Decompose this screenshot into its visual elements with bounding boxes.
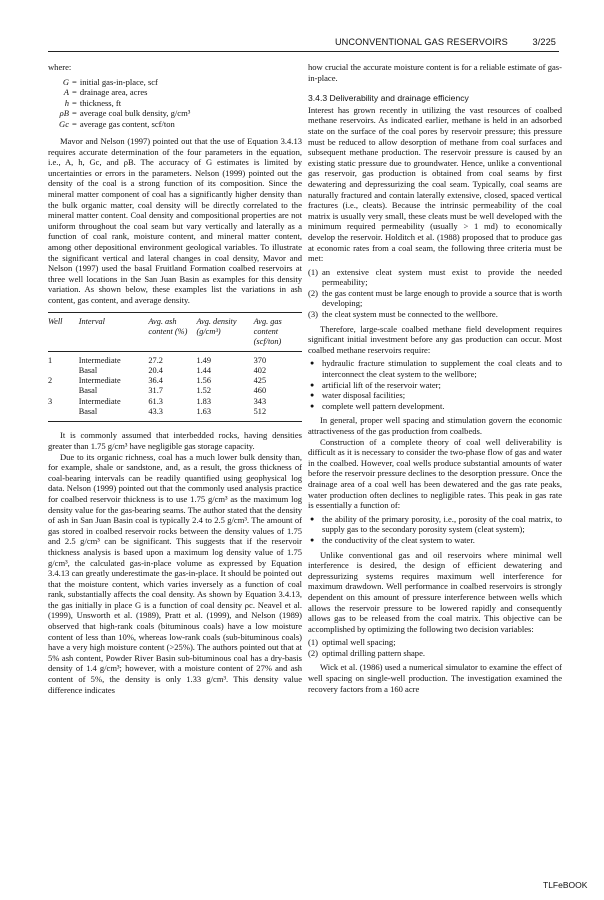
list-item: [308, 309, 562, 320]
variable-symbol: Gc: [59, 118, 69, 129]
table-cell: Basal: [78, 365, 98, 375]
paragraph: It is commonly assumed that interbedded rocks, having densities greater than 1.75 g/cm³ have negligible gas storage capacity.: [48, 430, 302, 451]
table-cell: 370: [253, 355, 267, 365]
list-item: [308, 390, 562, 401]
paragraph: Mavor and Nelson (1997) pointed out that the use of Equation 3.4.13 requires accurate determination of the four parameters in the equation, i.e., A, h, Gc, and ρB. The accuracy of G estimates is limited by uncertainties or errors in the parameters. Nelson (1999) pointed out the density of the coal is a strong function of its composition. Since the mineral matter component of coal has a significantly higher density than the bulk organic matter, coal density will be directly correlated to the mineral matter content. Coal density and compositional properties are not uniform throughout the coal seam but vary vertically and laterally as a function of coal rank, moisture content, and mineral matter content, among other depositional environment geological variables. To illustrate the significant vertical and lateral changes in coal density, Mavor and Nelson (1997) used the basal Fruitland Formation coalbed reservoirs at three well locations in the San Juan Basin as examples for this density variation. As shown below, these examples list the variations in ash content, gas content, and average density.: [48, 136, 302, 305]
table-cell: 36.4: [148, 376, 163, 386]
bullet-icon: ●: [310, 380, 315, 389]
list-text: complete well pattern development.: [322, 400, 445, 411]
table-cell: [48, 366, 79, 376]
list-number: (2): [308, 647, 318, 658]
variable-description: initial gas-in-place, scf: [79, 76, 158, 87]
bullet-icon: ●: [310, 401, 315, 410]
header-rule: [48, 51, 559, 52]
bullet-icon: ●: [310, 359, 315, 368]
paragraph: Interest has grown recently in utilizing the vast resources of coalbed methane reservoirs. As indicated earlier, methane is held in an adsorbed state on the surface of the coal pores by reservoir pressure; this pressure must be reduced to allow desorption of methane from coal surfaces and subsequent methane production. The reservoir pressure is caused by an existing static pressure due to groundwater. Hence, unlike a conventional gas reservoir, gas production is obtained from coal seams by first dewatering and depressurizing the coal seam. Typically, coal seams are naturally fractured and contain laterally extensive, closed, spaced vertical fractures (i.e., cleats). Because the intrinsic permeability of the coal matrix is usually very small, these cleats must be well developed with the minimum required permeability (usually > 1 md) to economically develop the reservoir. Holditch et al. (1988) proposed that to produce gas at economic rates from a coal seam, the following three criteria must be met:: [308, 104, 562, 264]
criteria-list: [308, 267, 562, 320]
list-text: artificial lift of the reservoir water;: [322, 379, 441, 390]
table-cell: Intermediate: [78, 376, 121, 386]
table-cell: 425: [253, 376, 267, 386]
variable-description: drainage area, acres: [79, 87, 148, 98]
where-label: where:: [48, 62, 72, 72]
variable-def: ρB = average coal bulk density, g/cm³: [57, 108, 302, 119]
paragraph: Unlike conventional gas and oil reservoirs where minimal well interference is desired, the design of efficient dewatering and depressurizing systems requires maximum well interference for maximum drawdown. Well performance in coalbed reservoirs is strongly dependent on this amount of pressure interference between wells which allows the reservoir pressure to be lowered rapidly and consequently allows gas to be released from the coal matrix. This objective can be accomplished by optimizing the following two decision variables:: [308, 549, 562, 634]
table-header: Avg. density (g/cm³): [196, 316, 237, 336]
table-row: [48, 366, 302, 376]
table-cell: 2: [48, 376, 53, 386]
table-cell: [48, 386, 79, 396]
table-cell: [48, 407, 79, 422]
list-text: the ability of the primary porosity, i.e., porosity of the coal matrix, to supply gas to the secondary porosity system (cleat system);: [322, 513, 562, 535]
list-text: water disposal facilities;: [322, 390, 406, 401]
list-item: [308, 648, 562, 659]
table-row: [48, 397, 302, 407]
table-cell: Intermediate: [78, 396, 121, 406]
left-column: [48, 62, 302, 695]
variable-symbol: G: [62, 76, 69, 87]
variable-symbol: h: [64, 97, 69, 108]
requirements-list: [308, 358, 562, 411]
variable-description: average gas content, scf/ton: [79, 118, 175, 129]
variable-symbol: A: [63, 87, 69, 98]
table-cell: 1.44: [196, 365, 211, 375]
table-header-row: [48, 312, 302, 351]
list-number: (2): [308, 287, 318, 298]
list-text: the cleat system must be connected to the wellbore.: [322, 309, 498, 320]
table-cell: 43.3: [148, 407, 163, 417]
page-number: 3/225: [532, 37, 556, 47]
table-cell: 343: [253, 396, 267, 406]
decision-variables-list: [308, 637, 562, 658]
table-row: [48, 407, 302, 422]
table-cell: 1.63: [196, 407, 211, 417]
table-cell: 31.7: [148, 386, 163, 396]
list-text: hydraulic fracture stimulation to supplement the coal cleats and to interconnect the cleat system to the wellbore;: [322, 358, 562, 380]
variable-def: h = thickness, ft: [57, 98, 302, 109]
bullet-icon: ●: [310, 535, 315, 544]
table-cell: 61.3: [148, 396, 163, 406]
section-title: 3.4.3 Deliverability and drainage efficiency: [308, 93, 469, 104]
table-cell: 1.83: [196, 396, 211, 406]
paragraph: Construction of a complete theory of coal well deliverability is difficult as it is necessary to consider the two-phase flow of gas and water in the coalbed. However, coal wells produce substantial amounts of water before the reservoir pressure declines to the desorption pressure. Once the drainage area of a coal well has been dewatered and the gas rate peaks, water production often declines to negligible rates. This peak in gas rate is essentially a function of:: [308, 436, 562, 511]
table-cell: 3: [48, 396, 53, 406]
variable-def: G = initial gas-in-place, scf: [57, 77, 302, 88]
paragraph: In general, proper well spacing and stimulation govern the economic attractiveness of the gas production from coalbeds.: [308, 415, 562, 436]
right-column: [308, 62, 562, 694]
running-header: [0, 37, 556, 51]
table-row: [48, 351, 302, 366]
table-row: [48, 386, 302, 396]
variable-def: Gc = average gas content, scf/ton: [57, 119, 302, 130]
list-text: an extensive cleat system must exist to provide the needed permeability;: [322, 266, 562, 288]
table-cell: Basal: [78, 386, 98, 396]
list-number: (3): [308, 309, 318, 320]
list-text: the conductivity of the cleat system to water.: [322, 534, 475, 545]
coal-density-table: [48, 312, 302, 423]
table-cell: 1.49: [196, 355, 211, 365]
variable-def: A = drainage area, acres: [57, 87, 302, 98]
list-item: [308, 380, 562, 391]
table-row: [48, 376, 302, 386]
footer-watermark: TLFeBOOK: [543, 880, 588, 890]
table-cell: 1: [48, 355, 53, 365]
table-header: Well: [48, 316, 63, 326]
paragraph: Wick et al. (1986) used a numerical simulator to examine the effect of well spacing on single-well production. The investigation examined the recovery factors from a 160 acre: [308, 662, 562, 694]
table-cell: 402: [253, 365, 267, 375]
table-cell: Basal: [78, 407, 98, 417]
paragraph: Therefore, large-scale coalbed methane field development requires significant initial investment before any gas production can occur. Most coalbed methane reservoirs require:: [308, 323, 562, 355]
variable-symbol: ρB: [59, 108, 69, 119]
table-cell: 1.56: [196, 376, 211, 386]
list-text: the gas content must be large enough to provide a source that is worth developing;: [322, 287, 562, 309]
list-item: [308, 288, 562, 309]
list-item: [308, 514, 562, 535]
table-header: Avg. gas content (scf/ton): [253, 316, 282, 346]
table-cell: 512: [253, 407, 267, 417]
table-header: Interval: [78, 316, 105, 326]
table-cell: 27.2: [148, 355, 163, 365]
peak-factors-list: [308, 514, 562, 546]
list-item: [308, 267, 562, 288]
variable-definitions: [57, 77, 302, 130]
list-item: [308, 401, 562, 412]
bullet-icon: ●: [310, 391, 315, 400]
list-item: [308, 358, 562, 379]
list-text: optimal well spacing;: [322, 637, 396, 648]
list-number: (1): [308, 637, 318, 648]
header-title: UNCONVENTIONAL GAS RESERVOIRS: [334, 37, 508, 47]
table-cell: Intermediate: [78, 355, 121, 365]
paragraph: Due to its organic richness, coal has a much lower bulk density than, for example, shale or sandstone, and, as a result, the gross thickness of coal-bearing intervals can be readily quantified using geophysical log data. Nelson (1999) pointed out that the commonly used analysis practice for coalbed reservoir thickness is to use 1.75 g/cm³ as the maximum log density value for the gas-bearing seams. The author stated that the density of ash in San Juan Basin coal is typically 2.4 to 2.5 g/cm³. The amount of gas stored in coalbed reservoir rocks between the density values of 1.75 and 2.5 g/cm³ can be significant. This suggests that if the reservoir thickness analysis is based upon a maximum log density value of 1.75 g/cm³, the calculated gas-in-place volume as expressed by Equation 3.4.13 can greatly underestimate the gas-in-place. It should be pointed out that the moisture content, which varies inversely as a function of coal rank, substantially affects the coal density. As shown by Equation 3.4.13, the gas initially in place G is a function of coal density ρc. Neavel et al. (1999), Unsworth et al. (1989), Pratt et al. (1999), and Nelson (1989) observed that high-rank coals (bituminous coals) have a low moisture content of less than 10%, whereas low-rank coals (sub-bituminous coals) have a very high moisture content (>25%). The authors pointed out that at 5% ash content, Powder River Basin sub-bituminous coal has a dry-basis density of 1.4 g/cm³; however, with a moisture content of 27% and ash content of 5%, the density is only 1.33 g/cm³. This density value difference indicates: [48, 451, 302, 695]
list-text: optimal drilling pattern shape.: [322, 647, 426, 658]
table-header: Avg. ash content (%): [148, 316, 188, 336]
list-number: (1): [308, 266, 318, 277]
list-item: [308, 637, 562, 648]
variable-description: thickness, ft: [79, 97, 122, 108]
table-cell: 1.52: [196, 386, 211, 396]
table-cell: 20.4: [148, 365, 163, 375]
table-cell: 460: [253, 386, 267, 396]
paragraph: how crucial the accurate moisture content is for a reliable estimate of gas-in-place.: [308, 62, 562, 83]
variable-description: average coal bulk density, g/cm³: [79, 108, 191, 119]
list-item: [308, 535, 562, 546]
bullet-icon: ●: [310, 514, 315, 523]
